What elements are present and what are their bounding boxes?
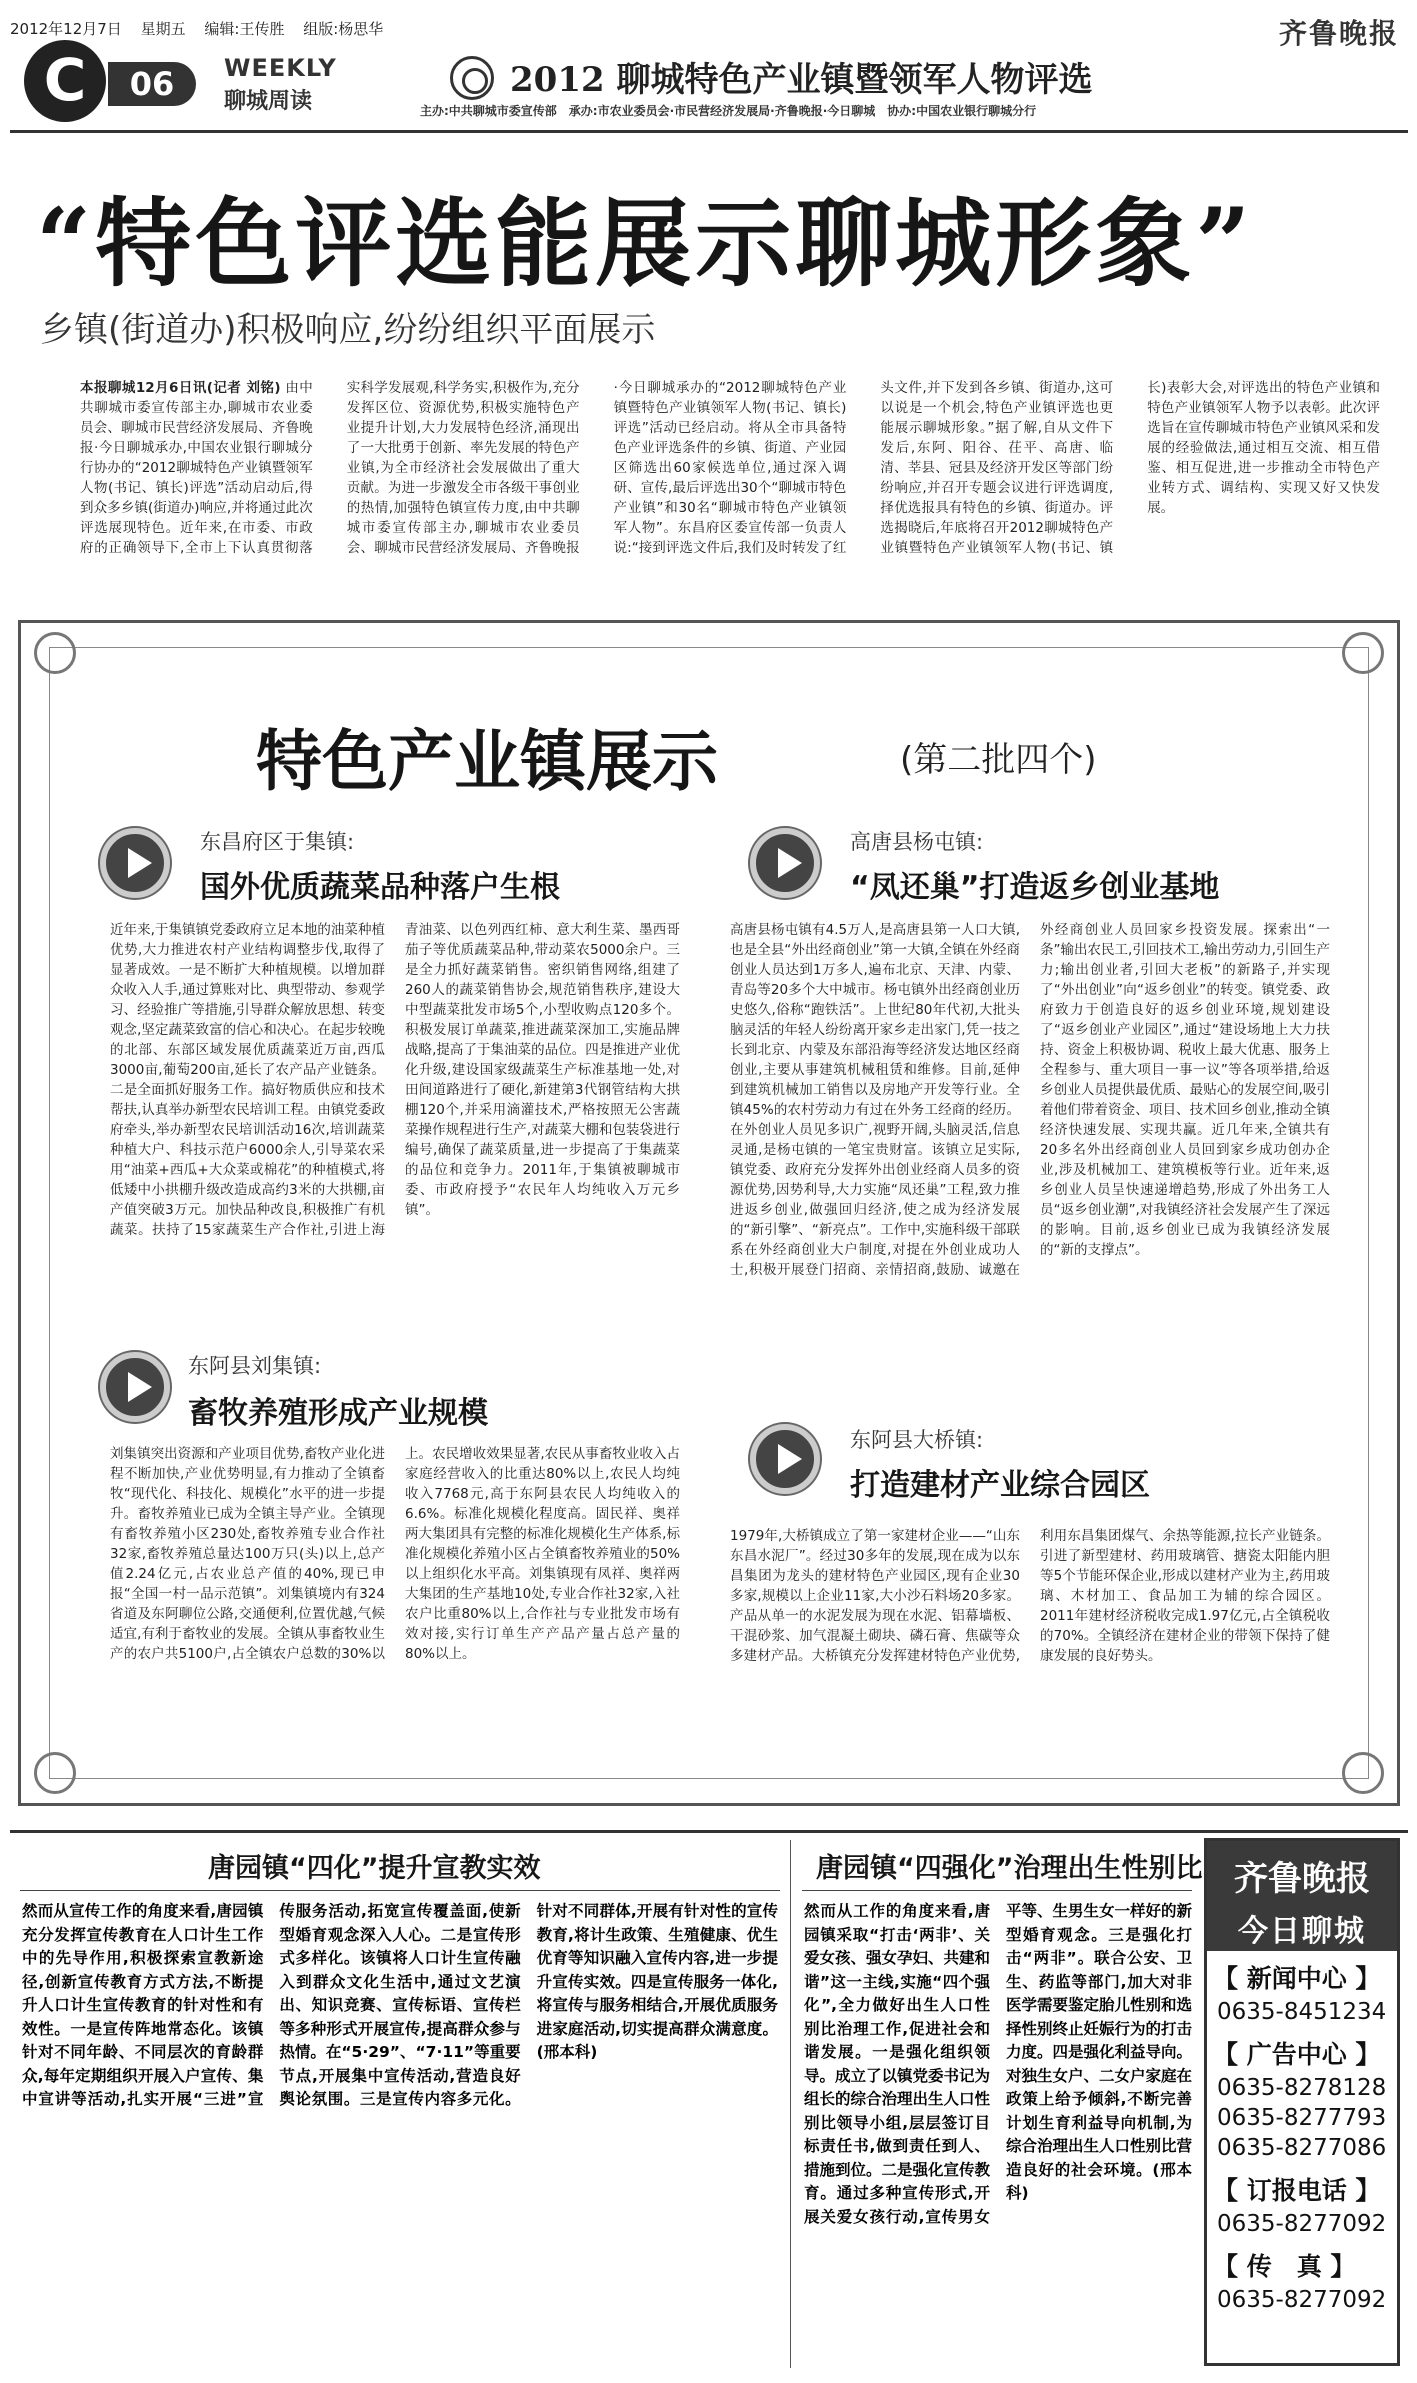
- section-body: 近年来,于集镇镇党委政府立足本地的油菜种植优势,大力推进农村产业结构调整步伐,取得了显著成效。一是不断扩大种植规模。以增加群众收入人手,通过算账对比、典型带动、参观学习、经验推广等措施,引导群众解放思想、转变观念,坚定蔬菜致富的信心和决心。在起步较晚的北部、东部区域发展优质蔬菜近万亩,西瓜3000亩,葡萄200亩,延长了农产品产业链条。二是全面抓好服务工作。搞好物质供应和技术帮扶,认真举办新型农民培训工程。由镇党委政府牵头,举办新型农民培训活动16次,培训蔬菜种植大户、科技示范户6000余人,引导菜农采用“油菜+西瓜+大众菜或棉花”的种植模式,将低矮中小拱棚升级改造成高约3米的大拱棚,亩产值突破3万元。加快品种改良,积极推广有机蔬菜。扶持了15家蔬菜生产合作社,引进上海青油菜、以色列西红柿、意大利生菜、墨西哥茄子等优质蔬菜品种,带动菜农5000余户。三是全力抓好蔬菜销售。密织销售网络,组建了260人的蔬菜销售协会,规范销售秩序,建设大中型蔬菜批发市场5个,小型收购点120多个。积极发展订单蔬菜,推进蔬菜深加工,实施品牌战略,提高了于集油菜的品位。四是推进产业优化升级,建设国家级蔬菜生产标准基地一处,对田间道路进行了硬化,新建第3代钢管结构大拱棚120个,并采用滴灌技术,严格按照无公害蔬菜操作规程进行生产,对蔬菜大棚和包装袋进行编号,确保了蔬菜质量,进一步提高了于集蔬菜的品位和竞争力。2011年,于集镇被聊城市委、市政府授予“农民年人均纯收入万元乡镇”。: [110, 922, 680, 1238]
- frame-corner-ornament: [1342, 1752, 1384, 1794]
- event-organizers: 主办:中共聊城市委宣传部 承办:市农业委员会·市民营经济发展局·齐鲁晚报·今日聊城 协办:中国农业银行聊城分行: [420, 104, 1037, 118]
- column-divider: [790, 1840, 791, 2368]
- contact-sidebar: [1204, 1838, 1400, 2366]
- page-number: 06: [108, 62, 196, 106]
- contact-phone: 0635-8278128: [1217, 2075, 1387, 2101]
- contact-phone: 0635-8277793: [1217, 2105, 1387, 2131]
- play-icon: [750, 828, 820, 898]
- weekly-label: WEEKLY: [224, 54, 337, 82]
- bottom-divider: [10, 1830, 1408, 1833]
- issue-editor: 编辑:王传胜: [204, 20, 285, 38]
- masthead: [10, 40, 1408, 124]
- frame-corner-ornament: [34, 632, 76, 674]
- section-body: 1979年,大桥镇成立了第一家建材企业——“山东东昌水泥厂”。经过30多年的发展,现在成为以东昌集团为龙头的建材特色产业园区,现有企业30多家,规模以上企业11家,大小沙石料场20多家。产品从单一的水泥发展为现在水泥、铝幕墙板、干混砂浆、加气混凝土砌块、磷石膏、焦碳等众多建材产品。大桥镇充分发挥建材特色产业优势,利用东昌集团煤气、余热等能源,拉长产业链条。引进了新型建材、药用玻璃管、搪瓷太阳能内胆等5个节能环保企业,形成以建材产业为主,药用玻璃、木材加工、食品加工为辅的综合园区。2011年建材经济税收完成1.97亿元,占全镇税收的70%。全镇经济在建材企业的带领下保持了健康发展的良好势头。: [730, 1528, 1330, 1664]
- sidebar-brand: 齐鲁晚报: [1234, 1859, 1370, 1899]
- showcase-batch: (第二批四个): [900, 740, 1097, 780]
- contact-phone: 0635-8277092: [1217, 2287, 1387, 2313]
- section-body: 高唐县杨屯镇有4.5万人,是高唐县第一人口大镇,也是全县“外出经商创业”第一大镇,全镇在外经商创业人员达到1万多人,遍布北京、天津、内蒙、青岛等20多个大中城市。杨屯镇外出经商创业历史悠久,俗称“跑铁活”。上世纪80年代初,大批头脑灵活的年轻人纷纷离开家乡走出家门,凭一技之长到北京、内蒙及东部沿海等经济发达地区经商创业,主要从事建筑机械租赁和维修。目前,延伸到建筑机械加工销售以及房地产开发等行业。全镇45%的农村劳动力有过在外务工经商的经历。在外创业人员见多识广,视野开阔,头脑灵活,信息灵通,是杨屯镇的一笔宝贵财富。该镇立足实际,镇党委、政府充分发挥外出创业经商人员多的资源优势,因势利导,大力实施“凤还巢”工程,致力推进返乡创业,做强回归经济,使之成为经济发展的“新引擎”、“新亮点”。工作中,实施科级干部联系在外经商创业大户制度,对提在外创业成功人士,积极开展登门招商、亲情招商,鼓励、诚邀在外经商创业人员回家乡投资发展。探索出“一条”输出农民工,引回技术工,输出劳动力,引回生产力;输出创业者,引回大老板”的新路子,并实现了“外出创业”向“返乡创业”的转变。镇党委、政府致力于创造良好的返乡创业环境,规划建设了“返乡创业产业园区”,通过“建设场地上大力扶持、资金上积极协调、税收上最大优惠、服务上全程参与、重大项目一事一议”等各项举措,给返乡创业人员提供最优质、最贴心的发展空间,吸引着他们带着资金、项目、技术回乡创业,推动全镇经济快速发展、实现共赢。近几年来,全镇共有20多名外出经商创业人员回到家乡成功创办企业,涉及机械加工、建筑模板等行业。近年来,返乡创业人员呈快速递增趋势,形成了外出务工人员“返乡创业潮”,对我镇经济社会发展产生了深远的影响。目前,返乡创业已成为我镇经济发展的“新的支撑点”。: [730, 922, 1330, 1278]
- section-body: 刘集镇突出资源和产业项目优势,畜牧产业化进程不断加快,产业优势明显,有力推动了全镇畜牧“现代化、科技化、规模化”水平的进一步提升。畜牧养殖业已成为全镇主导产业。全镇现有畜牧养殖小区230处,畜牧养殖专业合作社32家,畜牧养殖总量达100万只(头)以上,总产值2.24亿元,占农业总产值的40%,现已申报“全国一村一品示范镇”。刘集镇境内有324省道及东阿聊位公路,交通便利,位置优越,气候适宜,有利于畜牧业的发展。全镇从事畜牧业生产的农户共5100户,占全镇农户总数的30%以上。农民增收效果显著,农民从事畜牧业收入占家庭经营收入的比重达80%以上,农民人均纯收入7768元,高于东阿县农民人均纯收入的6.6%。标准化规模化程度高。固民祥、奥祥两大集团具有完整的标准化规模化生产体系,标准化规模化养殖小区占全镇畜牧养殖业的50%以上组织化水平高。刘集镇现有凤祥、奥祥两大集团的生产基地10处,专业合作社32家,入社农户比重80%以上,合作社与专业批发市场有效对接,实行订单生产产品产量占总产量的80%以上。: [110, 1446, 680, 1662]
- contact-label: 【 订报电话 】: [1213, 2176, 1381, 2205]
- issue-meta: [10, 18, 397, 39]
- sidebar-header: [1207, 1841, 1397, 1951]
- intro-dateline: 本报聊城12月6日讯(记者 刘铭): [80, 380, 281, 396]
- contact-phone: 0635-8451234: [1217, 1999, 1387, 2025]
- section-title: 打造建材产业综合园区: [850, 1468, 1150, 1503]
- section-title: 国外优质蔬菜品种落户生根: [200, 870, 560, 905]
- event-emblem-icon: [450, 56, 494, 100]
- masthead-divider: [10, 130, 1408, 133]
- title-underline: [20, 1890, 780, 1891]
- bottom-article-title: 唐园镇“四强化”治理出生性别比: [816, 1853, 1203, 1884]
- intro-article: [80, 378, 1380, 608]
- play-icon: [100, 1352, 170, 1422]
- event-title: 2012 聊城特色产业镇暨领军人物评选: [510, 60, 1093, 100]
- main-headline: “特色评选能展示聊城形象”: [36, 187, 1255, 300]
- issue-layout: 组版:杨思华: [303, 20, 384, 38]
- section-letter-badge: C: [24, 40, 106, 122]
- contact-label: 【 广告中心 】: [1213, 2040, 1381, 2069]
- newspaper-logo: 齐鲁晚报: [1278, 17, 1399, 50]
- play-icon: [100, 828, 170, 898]
- sidebar-subbrand: 今日聊城: [1238, 1914, 1366, 1949]
- issue-date: 2012年12月7日: [10, 20, 122, 38]
- showcase-title: 特色产业镇展示: [256, 722, 718, 800]
- section-title: “凤还巢”打造返乡创业基地: [850, 870, 1220, 905]
- contact-label: 【 传 真 】: [1213, 2252, 1356, 2281]
- section-town: 东昌府区于集镇:: [200, 830, 355, 854]
- contact-label: 【 新闻中心 】: [1213, 1964, 1381, 1993]
- bottom-article-body: 然而从工作的角度来看,唐园镇采取“打击‘两非’、关爱女孩、强女孕妇、共建和谐”这一主线,实施“四个强化”,全力做好出生人口性别比治理工作,促进社会和谐发展。一是强化组织领导。成立了以镇党委书记为组长的综合治理出生人口性别比领导小组,层层签订目标责任书,做到责任到人、措施到位。二是强化宣传教育。通过多种宣传形式,开展关爱女孩行动,宣传男女平等、生男生女一样好的新型婚育观念。三是强化打击“两非”。联合公安、卫生、药监等部门,加大对非医学需要鉴定胎儿性别和选择性别终止妊娠行为的打击力度。四是强化利益导向。对独生女户、二女户家庭在政策上给予倾斜,不断完善计划生育利益导向机制,为综合治理出生人口性别比营造良好的社会环境。(邢本科): [804, 1902, 1192, 2226]
- weekly-cn-label: 聊城周读: [224, 89, 313, 114]
- play-icon: [750, 1424, 820, 1494]
- section-title: 畜牧养殖形成产业规模: [188, 1396, 488, 1431]
- section-town: 高唐县杨屯镇:: [850, 830, 984, 854]
- bottom-article-title: 唐园镇“四化”提升宣教实效: [208, 1853, 541, 1884]
- section-town: 东阿县刘集镇:: [188, 1354, 322, 1378]
- contact-phone: 0635-8277086: [1217, 2135, 1387, 2161]
- main-subhead: 乡镇(街道办)积极响应,纷纷组织平面展示: [40, 310, 656, 350]
- bottom-article-body: 然而从宣传工作的角度来看,唐园镇充分发挥宣传教育在人口计生工作中的先导作用,积极探索宣教新途径,创新宣传教育方式方法,不断提升人口计生宣传教育的针对性和有效性。一是宣传阵地常态化。该镇针对不同年龄、不同层次的育龄群众,每年定期组织开展入户宣传、集中宣讲等活动,扎实开展“三进”宣传服务活动,拓宽宣传覆盖面,使新型婚育观念深入人心。二是宣传形式多样化。该镇将人口计生宣传融入到群众文化生活中,通过文艺演出、知识竞赛、宣传标语、宣传栏等多种形式开展宣传,提高群众参与热情。在“5·29”、“7·11”等重要节点,开展集中宣传活动,营造良好舆论氛围。三是宣传内容多元化。针对不同群体,开展有针对性的宣传教育,将计生政策、生殖健康、优生优育等知识融入宣传内容,进一步提升宣传实效。四是宣传服务一体化,将宣传与服务相结合,开展优质服务进家庭活动,切实提高群众满意度。(邢本科): [22, 1902, 778, 2108]
- section-town: 东阿县大桥镇:: [850, 1428, 984, 1452]
- intro-body: 由中共聊城市委宣传部主办,聊城市农业委员会、聊城市民营经济发展局、齐鲁晚报·今日聊城承办,中国农业银行聊城分行协办的“2012聊城特色产业镇暨领军人物(书记、镇长)评选”活动启动后,得到众多乡镇(街道办)响应,并将通过此次评选展现特色。近年来,在市委、市政府的正确领导下,全市上下认真贯彻落实科学发展观,科学务实,积极作为,充分发挥区位、资源优势,积极实施特色产业提升计划,大力发展特色经济,涌现出了一大批勇于创新、率先发展的特色产业镇,为全市经济社会发展做出了重大贡献。为进一步激发全市各级干事创业的热情,加强特色镇宣传力度,由中共聊城市委宣传部主办,聊城市农业委员会、聊城市民营经济发展局、齐鲁晚报·今日聊城承办的“2012聊城特色产业镇暨特色产业镇领军人物(书记、镇长)评选”活动已经启动。将从全市具备特色产业评选条件的乡镇、街道、产业园区筛选出60家候选单位,通过深入调研、宣传,最后评选出30个“聊城市特色产业镇”和30名“聊城市特色产业镇领军人物”。东昌府区委宣传部一负责人说:“接到评选文件后,我们及时转发了红头文件,并下发到各乡镇、街道办,这可以说是一个机会,特色产业镇评选也更能展示聊城形象。”据了解,自从文件下发后,东阿、阳谷、茌平、高唐、临清、莘县、冠县及经济开发区等部门纷纷响应,并召开专题会议进行评选调度,择优选报具有特色的乡镇、街道办。评选揭晓后,年底将召开2012聊城特色产业镇暨特色产业镇领军人物(书记、镇长)表彰大会,对评选出的特色产业镇和特色产业镇领军人物予以表彰。此次评选旨在宣传聊城市特色产业镇风采和发展的经验做法,通过相互交流、相互借鉴、相互促进,进一步推动全市特色产业转方式、调结构、实现又好又快发展。: [80, 380, 1380, 556]
- title-underline: [802, 1890, 1192, 1891]
- contact-phone: 0635-8277092: [1217, 2211, 1387, 2237]
- issue-weekday: 星期五: [140, 20, 186, 38]
- frame-corner-ornament: [1342, 632, 1384, 674]
- frame-corner-ornament: [34, 1752, 76, 1794]
